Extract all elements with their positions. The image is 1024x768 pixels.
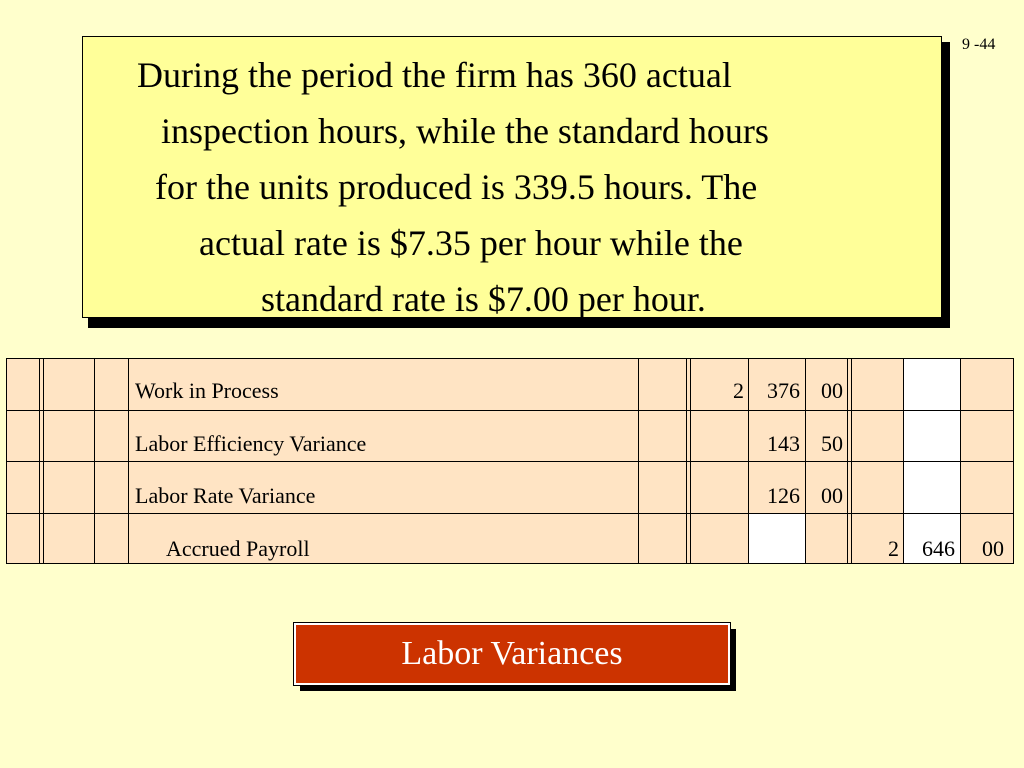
debit-units-cell-blank xyxy=(748,513,805,564)
credit-thousands: 2 xyxy=(888,536,899,561)
debit-cents: 00 xyxy=(821,483,843,508)
column-rule xyxy=(43,358,44,564)
account-name: Work in Process xyxy=(135,378,279,403)
row-rule xyxy=(6,563,1014,564)
column-rule xyxy=(1013,358,1014,564)
credit-cents: 00 xyxy=(982,536,1004,561)
column-rule xyxy=(847,358,848,564)
slide-number: 9 -44 xyxy=(962,36,996,53)
debit-units: 143 xyxy=(767,431,800,456)
debit-units: 126 xyxy=(767,483,800,508)
callout-text xyxy=(123,47,943,327)
callout-line-2: inspection hours, while the standard hours xyxy=(161,111,769,151)
column-rule xyxy=(128,358,129,564)
row-rule xyxy=(6,513,1014,514)
column-rule xyxy=(851,358,852,564)
account-name: Labor Rate Variance xyxy=(135,483,316,508)
account-name: Labor Efficiency Variance xyxy=(135,431,367,456)
column-rule xyxy=(903,358,904,564)
column-rule xyxy=(39,358,40,564)
debit-cents: 00 xyxy=(821,378,843,403)
debit-cents: 50 xyxy=(821,431,843,456)
column-rule xyxy=(686,358,687,564)
credit-units: 646 xyxy=(922,536,955,561)
credit-units-cell-col xyxy=(903,358,960,513)
column-rule xyxy=(690,358,691,564)
callout-line-5: standard rate is $7.00 per hour. xyxy=(261,279,706,319)
callout-line-1: During the period the firm has 360 actual xyxy=(137,55,732,95)
column-rule xyxy=(960,358,961,564)
row-rule xyxy=(6,461,1014,462)
callout-line-4: actual rate is $7.35 per hour while the xyxy=(199,223,743,263)
debit-units: 376 xyxy=(767,378,800,403)
account-name-credit: Accrued Payroll xyxy=(166,536,310,561)
row-rule xyxy=(6,410,1014,411)
journal-entry-table xyxy=(6,358,1014,564)
debit-thousands: 2 xyxy=(733,378,744,403)
column-rule xyxy=(638,358,639,564)
labor-variances-label: Labor Variances xyxy=(294,623,730,685)
callout-line-3: for the units produced is 339.5 hours. The xyxy=(155,167,758,207)
callout-box xyxy=(82,36,942,318)
column-rule xyxy=(6,358,7,564)
column-rule xyxy=(94,358,95,564)
row-rule xyxy=(6,358,1014,359)
